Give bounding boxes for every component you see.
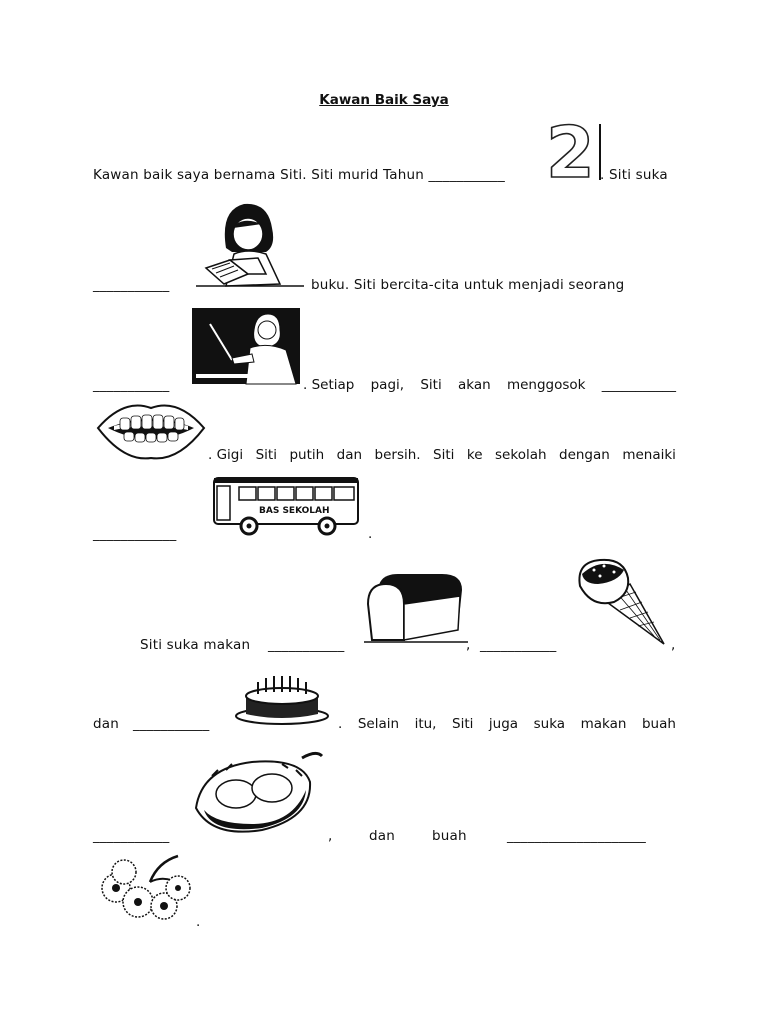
word: sekolah <box>495 447 547 463</box>
teeth-picture <box>94 398 208 462</box>
word: pagi, <box>370 377 405 393</box>
line6-lead: Siti suka makan <box>140 637 251 653</box>
word: buah <box>641 716 676 732</box>
sentence-line-4 <box>208 447 676 463</box>
blank-profession[interactable]: ___________ <box>93 377 170 393</box>
word: . Setiap <box>303 377 355 393</box>
blank-rambutan[interactable]: ____________________ <box>507 828 646 844</box>
word: . <box>338 716 343 732</box>
blank-durian[interactable]: ___________ <box>93 828 170 844</box>
durian-picture <box>192 748 326 838</box>
digit-two: 2 <box>546 122 595 182</box>
word: ke <box>466 447 483 463</box>
word-buah: buah <box>432 828 467 844</box>
rambutan-picture <box>94 852 194 924</box>
word: Siti <box>433 447 455 463</box>
blank-gigi[interactable]: ___________ <box>601 377 676 393</box>
word: putih <box>289 447 325 463</box>
line1-text: Kawan baik saya bernama Siti. Siti murid Tahun <box>93 167 424 183</box>
blank-cake[interactable]: ___________ <box>133 716 210 732</box>
word: makan <box>580 716 627 732</box>
word: Siti <box>255 447 277 463</box>
comma: , <box>671 637 676 653</box>
blank-tahun[interactable]: ___________ <box>428 167 505 183</box>
line9-end: . <box>196 914 201 930</box>
cake-picture <box>234 670 330 728</box>
comma: , <box>328 828 333 844</box>
blank-ice-cream[interactable]: ___________ <box>480 637 557 653</box>
line1-end: . Siti suka <box>600 167 668 183</box>
word: juga <box>488 716 519 732</box>
girl-reading-picture <box>196 198 306 290</box>
word: akan <box>457 377 491 393</box>
word: menaiki <box>622 447 676 463</box>
word: Selain <box>357 716 400 732</box>
bread-picture <box>364 570 470 646</box>
word: menggosok <box>506 377 586 393</box>
word: dengan <box>559 447 610 463</box>
line2-text: buku. Siti bercita-cita untuk menjadi seorang <box>311 277 625 293</box>
number-two-picture <box>542 122 604 182</box>
word: itu, <box>414 716 437 732</box>
word-dan: dan <box>369 828 395 844</box>
word: Siti <box>420 377 442 393</box>
school-bus-picture <box>211 472 363 538</box>
blank-bread[interactable]: ___________ <box>268 637 345 653</box>
word-dan: dan <box>93 716 119 732</box>
comma: , <box>466 637 471 653</box>
word: . Gigi <box>208 447 244 463</box>
ice-cream-picture <box>574 556 672 650</box>
word: Siti <box>452 716 474 732</box>
line5-end: . <box>368 526 373 542</box>
blank-transport[interactable]: ____________ <box>93 526 177 542</box>
word: suka <box>533 716 566 732</box>
sentence-line-7 <box>338 716 676 732</box>
word: dan <box>336 447 363 463</box>
page-title: Kawan Baik Saya <box>319 92 449 108</box>
sentence-line-3 <box>303 377 676 393</box>
word: bersih. <box>374 447 421 463</box>
blank-suka[interactable]: ___________ <box>93 277 170 293</box>
sentence-line-1 <box>93 167 505 183</box>
teacher-picture <box>192 308 302 388</box>
bus-label: BAS SEKOLAH <box>259 506 330 516</box>
